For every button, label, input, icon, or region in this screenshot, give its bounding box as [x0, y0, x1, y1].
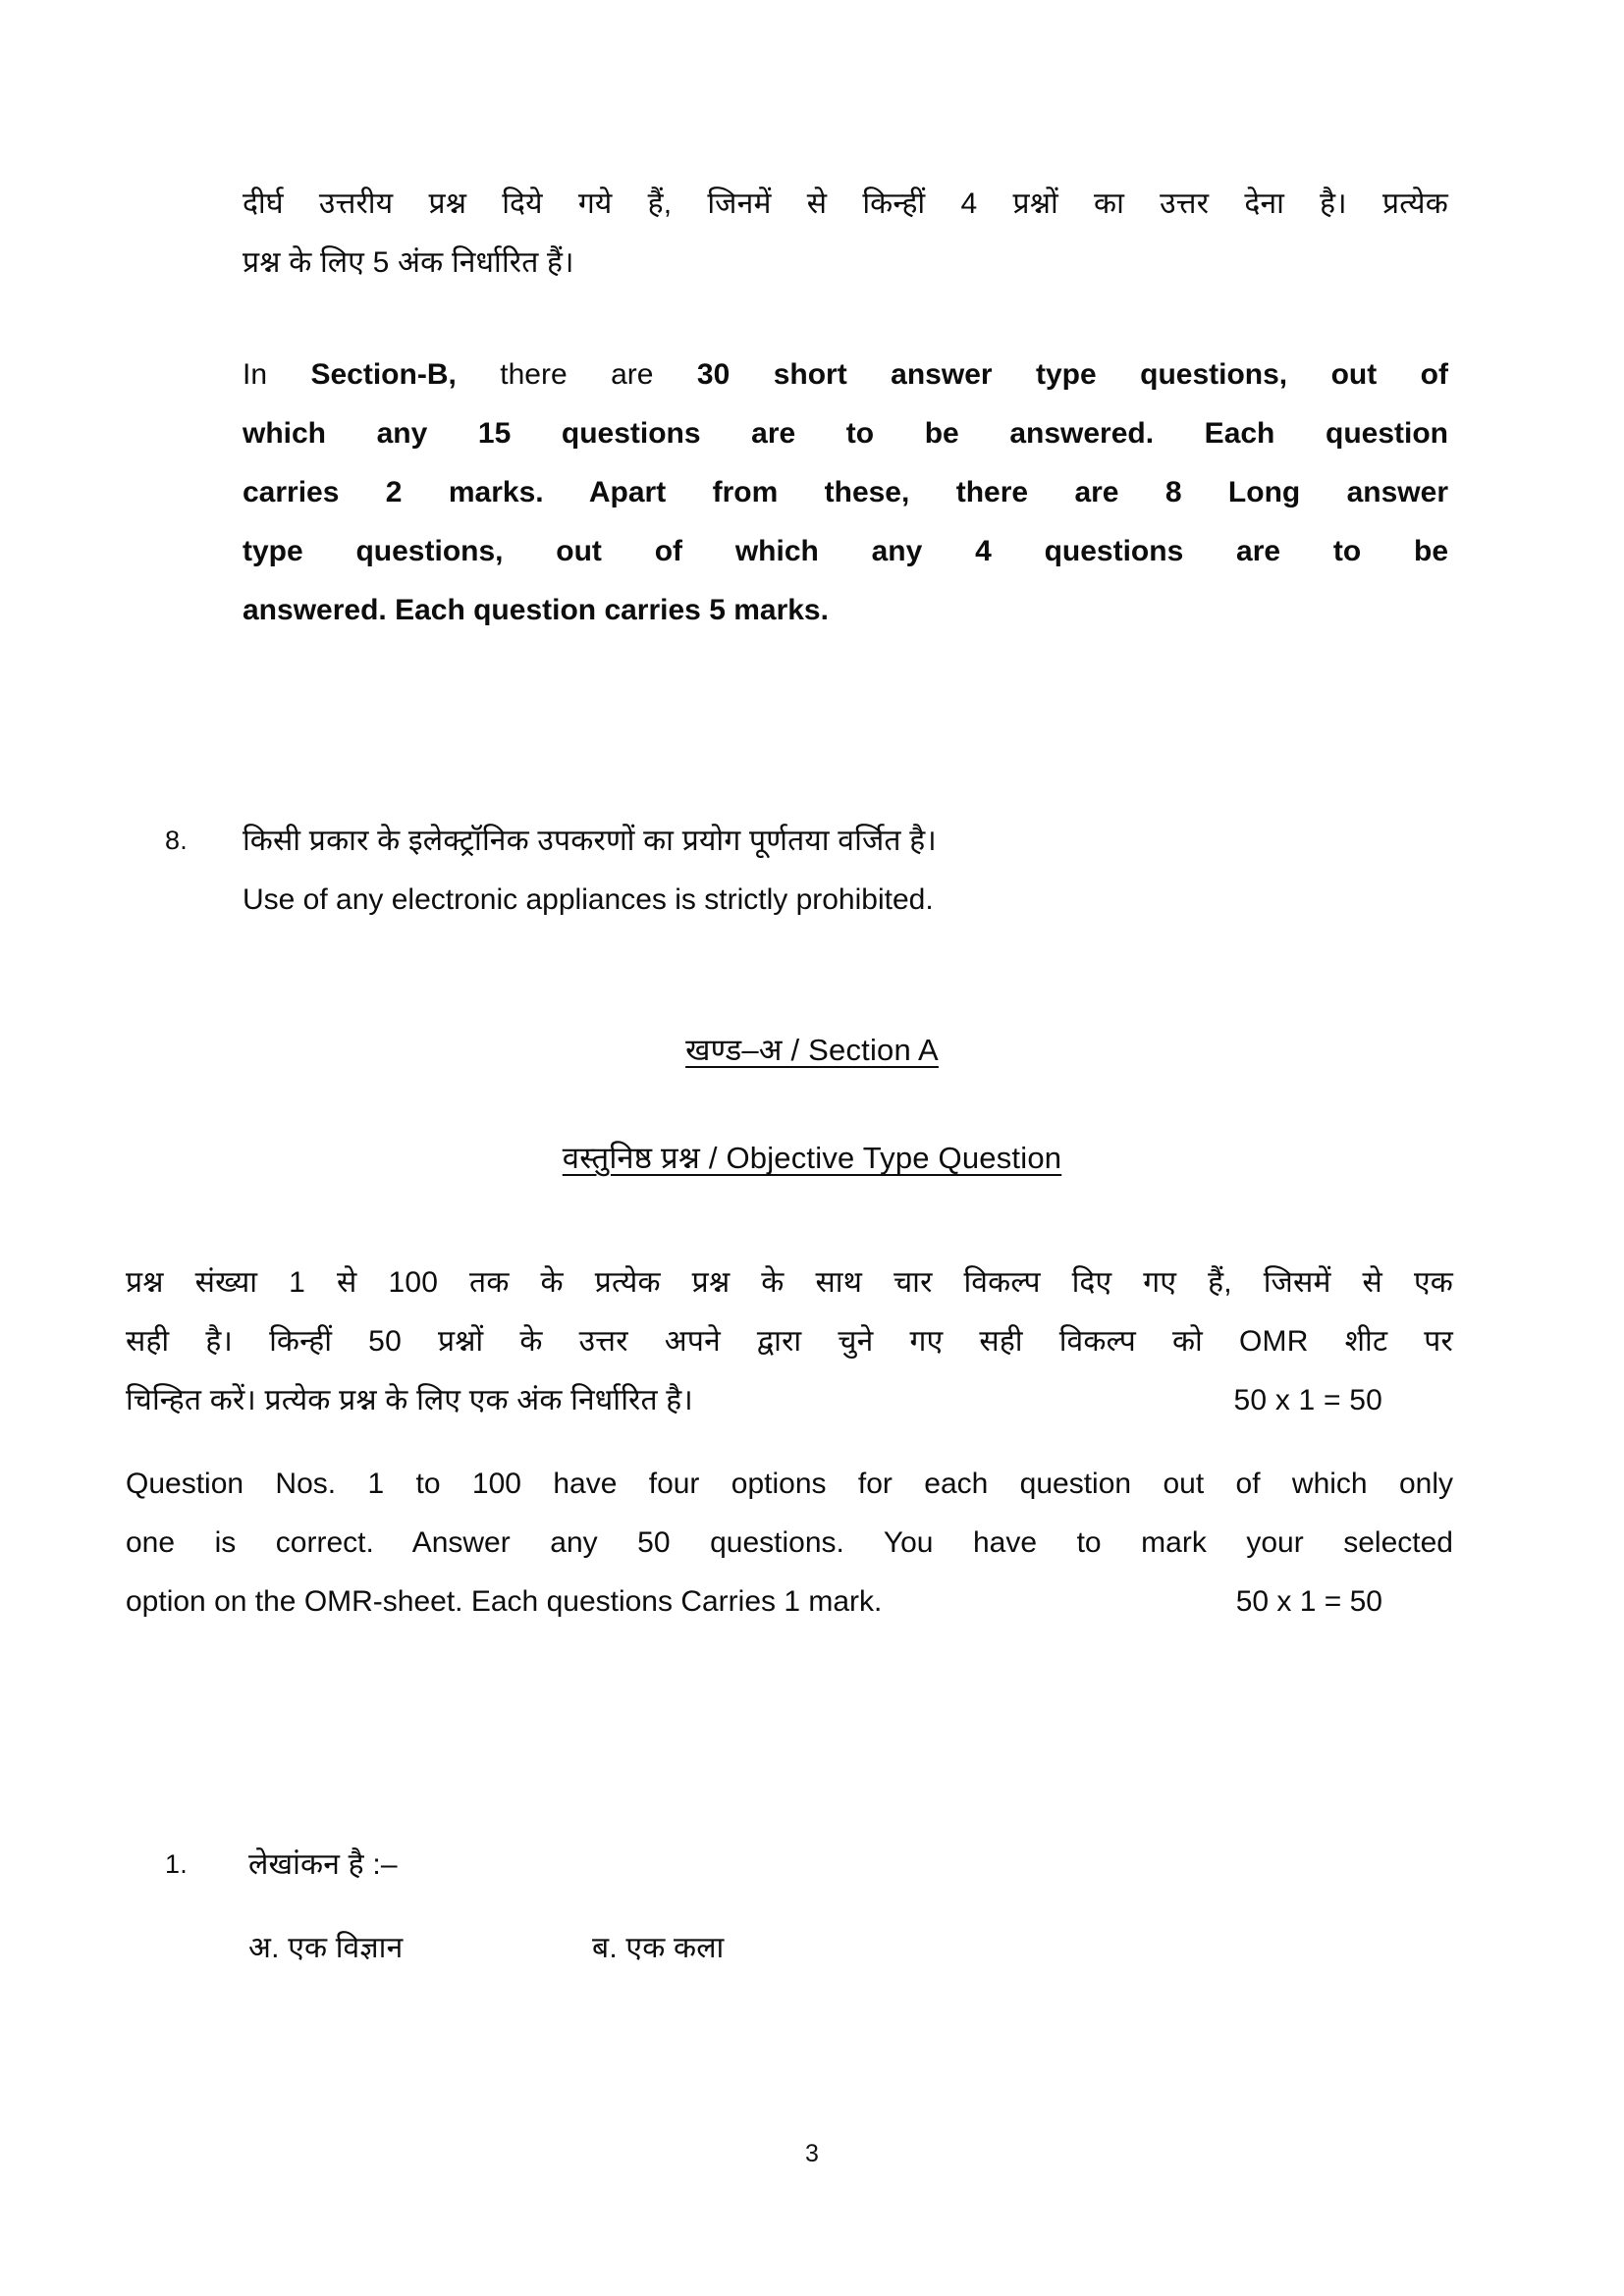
section-b-plain-in: In: [243, 358, 311, 391]
section-b-note-line-2: [243, 404, 1448, 463]
hindi-instruction-paragraph: [126, 1254, 1453, 1430]
hindi-instruction-line-3-row: [126, 1371, 1453, 1430]
question-1-option-b[interactable]: ब. एक कला: [592, 1932, 725, 1964]
instruction-item-8-english: Use of any electronic appliances is strictly prohibited.: [243, 883, 934, 916]
section-b-note-line-4: [243, 522, 1448, 581]
section-b-bold-label: Section-B,: [310, 358, 457, 391]
section-b-bold-rest-1: 30 short answer type questions, out of: [696, 358, 1448, 391]
intro-hindi-line-2: प्रश्न के लिए 5 अंक निर्धारित हैं।: [243, 246, 574, 279]
instruction-item-8-hindi: किसी प्रकार के इलेक्ट्रॉनिक उपकरणों का प्रयोग पूर्णतया वर्जित है।: [243, 825, 937, 857]
section-b-note-line-1: [243, 346, 1448, 404]
heading-objective-type: [0, 1131, 1624, 1186]
section-b-plain-there-are: there are: [456, 358, 697, 391]
hindi-instruction-line-2: सही है। किन्हीं 50 प्रश्नों के उत्तर अपने द्वारा चुने गए सही विकल्प को OMR शीट पर: [126, 1325, 1453, 1358]
question-1-stem: लेखांकन है :–: [248, 1848, 398, 1881]
section-b-note-paragraph: [243, 346, 1448, 640]
english-instruction-line-3: option on the OMR-sheet. Each questions Carries 1 mark.: [126, 1585, 883, 1618]
english-instruction-line-3-row: [126, 1573, 1453, 1631]
section-b-bold-rest-4: type questions, out of which any 4 questions are to be: [243, 535, 1448, 567]
question-1-option-a[interactable]: अ. एक विज्ञान: [248, 1932, 404, 1964]
hindi-instruction-line-1: प्रश्न संख्या 1 से 100 तक के प्रत्येक प्रश्न के साथ चार विकल्प दिए गए हैं, जिसमें से एक: [126, 1266, 1453, 1299]
page-number: 3: [805, 2140, 819, 2167]
section-b-note-line-5: [243, 581, 1448, 640]
section-b-note-line-3: [243, 463, 1448, 522]
question-1: [165, 1836, 1441, 1895]
heading-objective-type-text: वस्तुनिष्ठ प्रश्न / Objective Type Question: [562, 1141, 1062, 1175]
heading-section-a-text: खण्ड–अ / Section A: [685, 1033, 939, 1067]
english-instruction-marks: 50 x 1 = 50: [1235, 1585, 1382, 1618]
section-b-bold-rest-2: which any 15 questions are to be answered. Each question: [243, 417, 1448, 450]
english-instruction-paragraph: [126, 1455, 1453, 1631]
heading-section-a: [0, 1023, 1624, 1078]
english-instruction-line-2: one is correct. Answer any 50 questions. You have to mark your selected: [126, 1526, 1453, 1559]
instruction-item-8-number: 8.: [165, 826, 188, 855]
hindi-instruction-line-3: चिन्हित करें। प्रत्येक प्रश्न के लिए एक अंक निर्धारित है।: [126, 1384, 693, 1416]
section-b-bold-rest-5: answered. Each question carries 5 marks.: [243, 594, 829, 626]
english-instruction-line-1: Question Nos. 1 to 100 have four options for each question out of which only: [126, 1468, 1453, 1500]
instruction-item-8: [165, 812, 1441, 871]
intro-hindi-paragraph: [243, 175, 1448, 293]
question-1-options: [248, 1919, 1427, 1978]
intro-hindi-line-1: दीर्घ उत्तरीय प्रश्न दिये गये हैं, जिनमें से किन्हीं 4 प्रश्नों का उत्तर देना है। प्रत्येक: [243, 187, 1448, 220]
section-b-bold-rest-3: carries 2 marks. Apart from these, there are 8 Long answer: [243, 476, 1448, 508]
question-1-number: 1.: [165, 1849, 188, 1879]
hindi-instruction-marks: 50 x 1 = 50: [1233, 1384, 1382, 1416]
